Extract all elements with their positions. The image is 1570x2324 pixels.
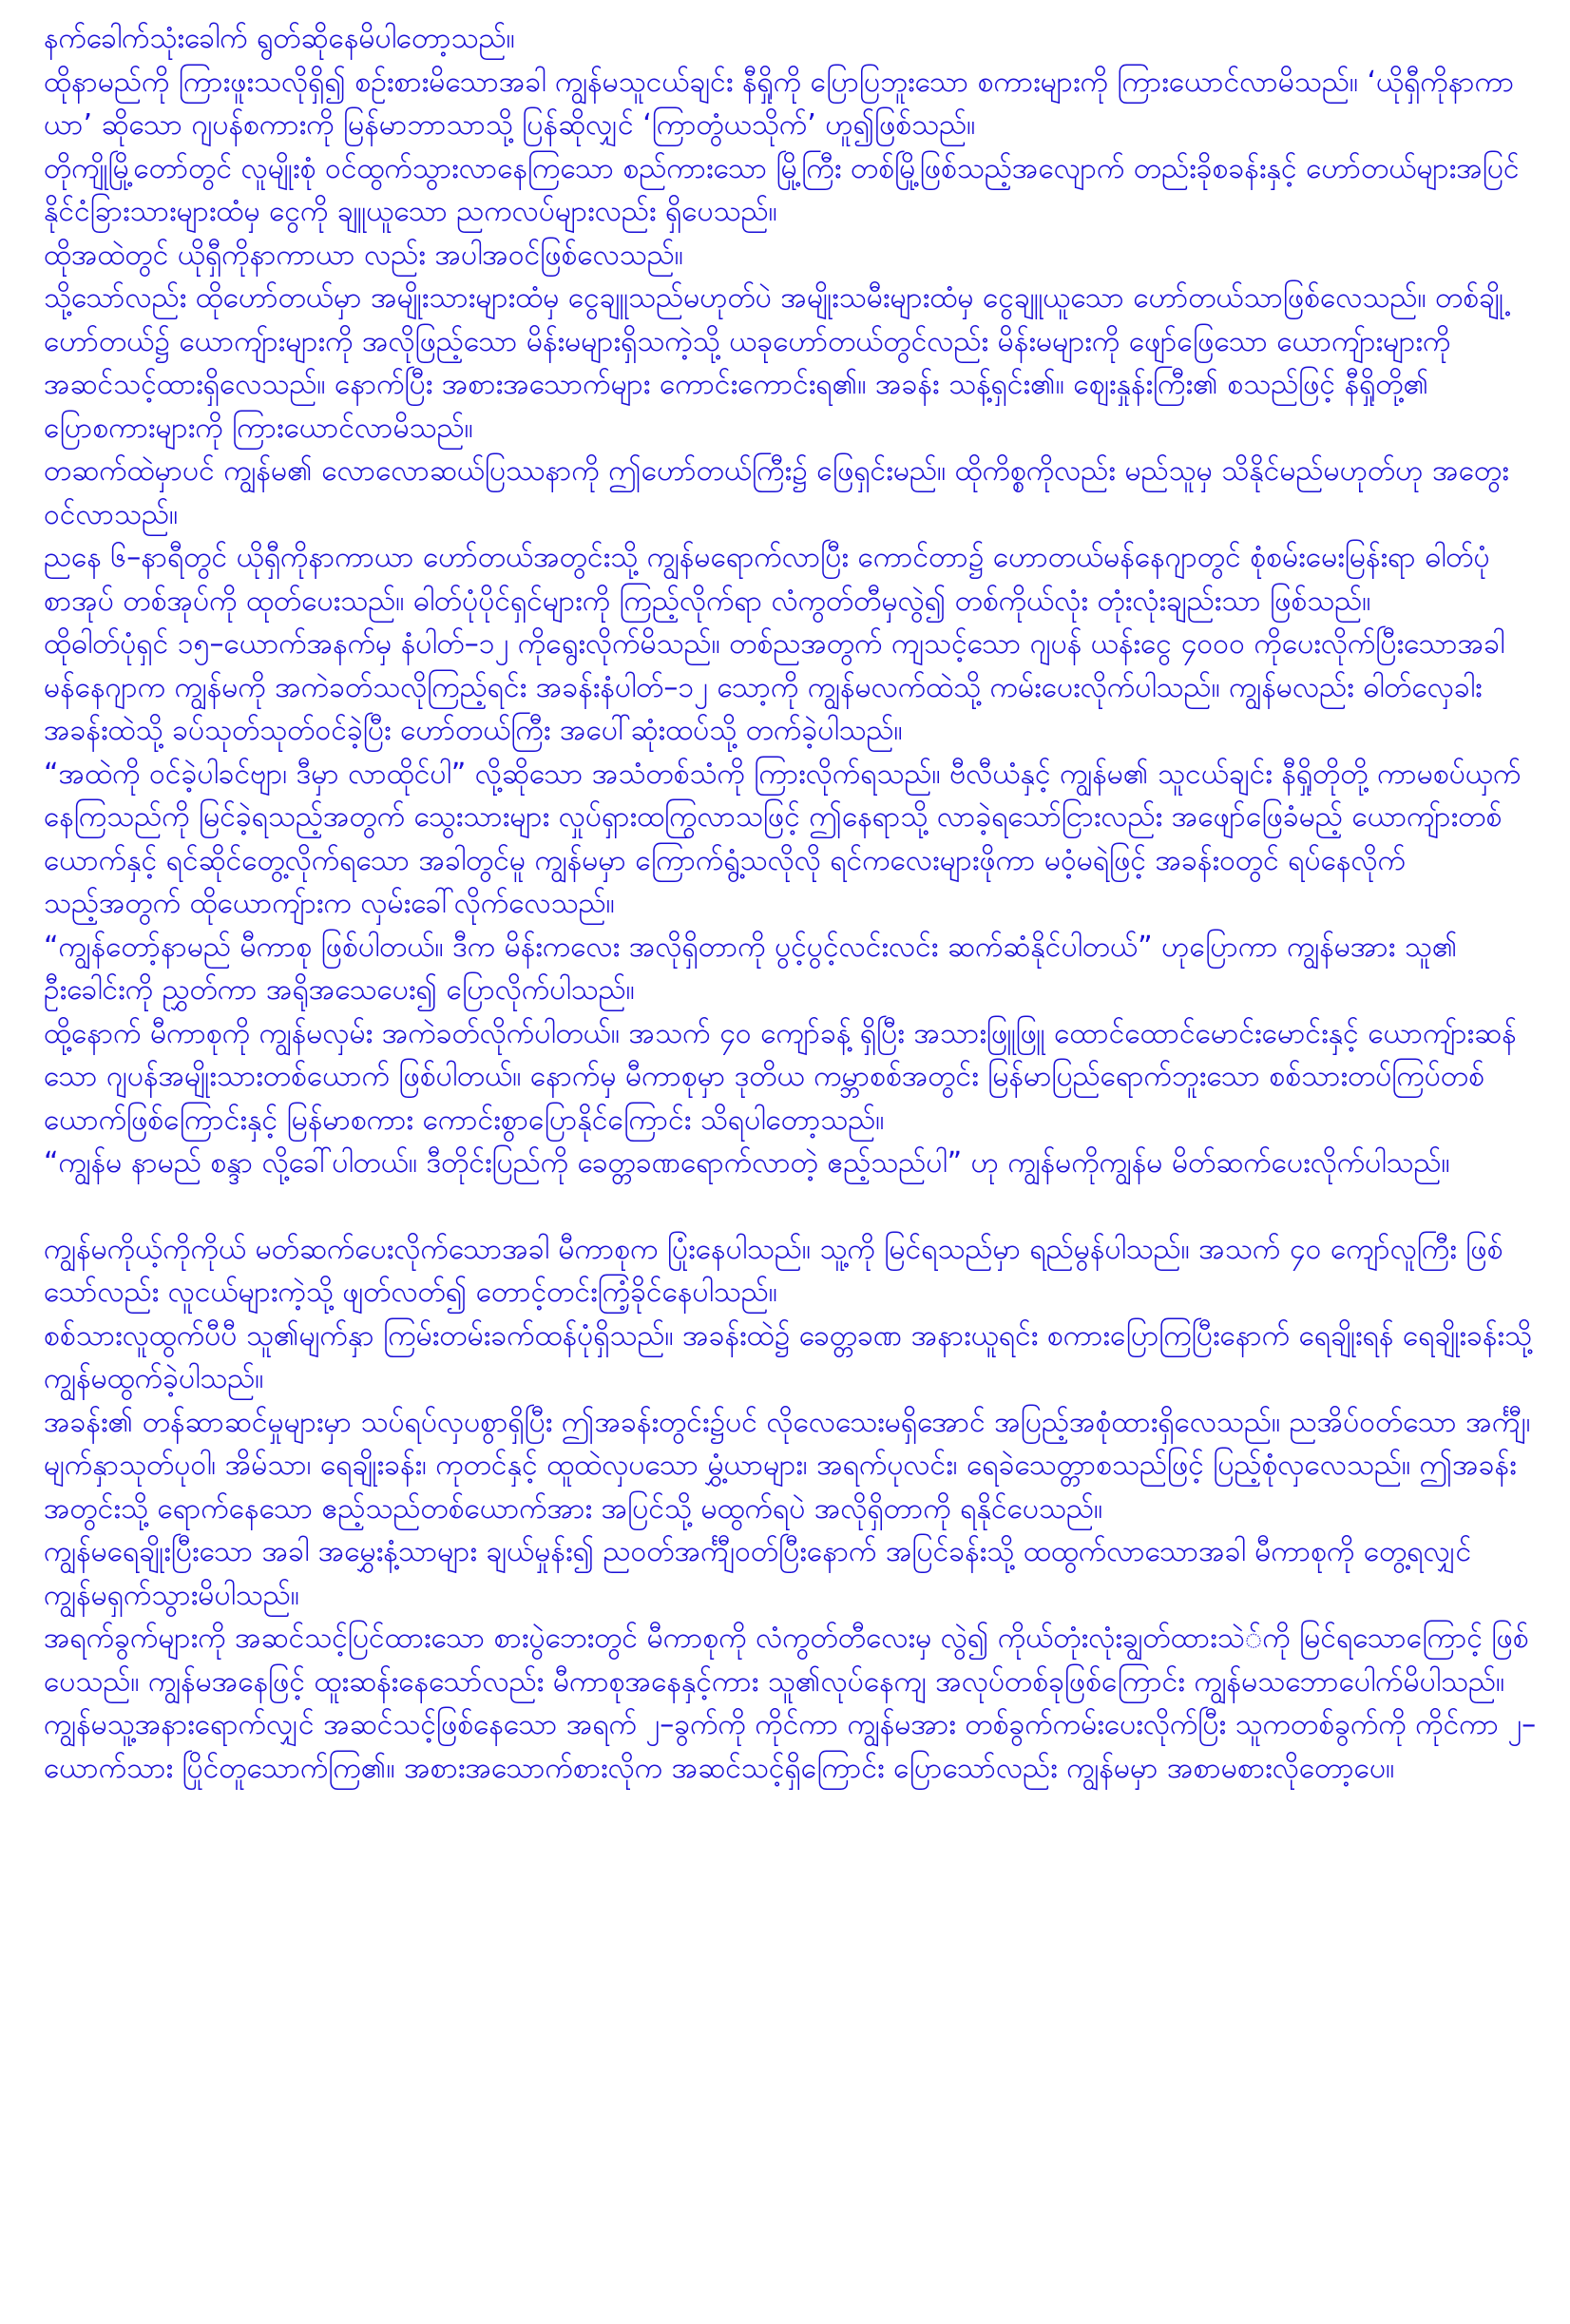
paragraph: ထိုနာမည်ကို ကြားဖူးသလိုရှိ၍ စဉ်းစားမိသောအခါ ကျွန်မသူငယ်ချင်း နီရှိုကို ပြောပြဘူးသော စကားများကို ကြားယောင်လာမိသည်။ ‘ယိုရှီကိုနာကာယာ’ ဆိုသော ဂျပန်စကားကို မြန်မာဘာသာသို့ ပြန်ဆိုလျှင် ‘ကြာတွံယသိုက်’ ဟူ၍ဖြစ်သည်။ (44, 65, 1515, 142)
paragraph: ထို့နောက် မီကာစုကို ကျွန်မလှမ်း အကဲခတ်လိုက်ပါတယ်။ အသက် ၄၀ ကျော်ခန့် ရှိပြီး အသားဖြူဖြူ ထောင်ထောင်မောင်းမောင်းနှင့် ယောကျ်ားဆန်သော ဂျပန်အမျိုးသားတစ်ယောက် ဖြစ်ပါတယ်။ နောက်မှ မီကာစုမှာ ဒုတိယ ကမ္ဘာစစ်အတွင်း မြန်မာပြည်ရောက်ဘူးသော စစ်သားတပ်ကြပ်တစ်ယောက်ဖြစ်ကြောင်းနှင့် မြန်မာစကား ကောင်းစွာပြောနိုင်ကြောင်း သိရပါတော့သည်။ (44, 1016, 1517, 1137)
paragraph: ညနေ ၆–နာရီတွင် ယိုရှီကိုနာကာယာ ဟော်တယ်အတွင်းသို့ ကျွန်မရောက်လာပြီး ကောင်တာ၌ ဟောတယ်မန်နေဂျာတွင် စုံစမ်းမေးမြန်းရာ ဓါတ်ပုံစာအုပ် တစ်အုပ်ကို ထုတ်ပေးသည်။ ဓါတ်ပုံပိုင်ရှင်များကို ကြည့်လိုက်ရာ လံကွတ်တီမှလွဲ၍ တစ်ကိုယ်လုံး တုံးလုံးချည်းသာ ဖြစ်သည်။ (44, 541, 1490, 618)
document-page (44, 17, 1541, 1790)
paragraph: “အထဲကို ဝင်ခဲ့ပါခင်ဗျာ၊ ဒီမှာ လာထိုင်ပါ” လို့ဆိုသော အသံတစ်သံကို ကြားလိုက်ရသည်။ ဗီလီယံနှင့် ကျွန်မ၏ သူငယ်ချင်း နီရှိုတိုတို့ ကာမစပ်ယှက်နေကြသည်ကို မြင်ခဲ့ရသည့်အတွက် သွေးသားများ လှုပ်ရှားထကြွလာသဖြင့် ဤနေရာသို့ လာခဲ့ရသော်ငြားလည်း အဖျော်ဖြေခံမည့် ယောကျ်ားတစ်ယောက်နှင့် ရင်ဆိုင်တွေ့လိုက်ရသော အခါတွင်မူ ကျွန်မမှာ ကြောက်ရွံ့သလိုလို ရင်ကလေးများဖိုကာ မဝံ့မရဲဖြင့် အခန်းဝတွင် ရပ်နေလိုက်သည့်အတွက် ထိုယောကျ်ားက လှမ်းခေါ်လိုက်လေသည်။ (44, 757, 1522, 920)
paragraph: အခန်း၏ တန်ဆာဆင်မှုများမှာ သပ်ရပ်လှပစွာရှိပြီး ဤအခန်းတွင်း၌ပင် လိုလေသေးမရှိအောင် အပြည့်အစုံထားရှိလေသည်။ ညအိပ်ဝတ်သော အင်္ကျီ၊ မျက်နှာသုတ်ပုဝါ၊ အိမ်သာ၊ ရေချိုးခန်း၊ ကုတင်နှင့် ထူထဲလှပသော မွှံ့ယာများ၊ အရက်ပုလင်း၊ ရေခဲသေတ္တာစသည်ဖြင့် ပြည့်စုံလှလေသည်။ ဤအခန်းအတွင်းသို့ ရောက်နေသော ဧည့်သည်တစ်ယောက်အား အပြင်သို့ မထွက်ရပဲ အလိုရှိတာကို ရနိုင်ပေသည်။ (44, 1405, 1531, 1526)
paragraph: နက်ခေါက်သုံးခေါက် ရွတ်ဆိုနေမိပါတော့သည်။ (44, 22, 515, 55)
paragraph: “ကျွန်တော့်နာမည် မီကာစု ဖြစ်ပါတယ်။ ဒီက မိန်းကလေး အလိုရှိတာကို ပွင့်ပွင့်လင်းလင်း ဆက်ဆံနိုင်ပါတယ်” ဟုပြောကာ ကျွန်မအား သူ၏ ဦးခေါင်းကို ညွှတ်ကာ အရိုအသေပေး၍ ပြောလိုက်ပါသည်။ (44, 930, 1458, 1007)
paragraph: ကျွန်မရေချိုးပြီးသော အခါ အမွှေးနံ့သာများ ချယ်မှုန်း၍ ညဝတ်အင်္ကျီဝတ်ပြီးနောက် အပြင်ခန်းသို့ ထထွက်လာသောအခါ မီကာစုကို တွေ့ရလျှင် ကျွန်မရှက်သွားမိပါသည်။ (44, 1535, 1472, 1612)
paragraph: အရက်ခွက်များကို အဆင်သင့်ပြင်ထားသော စားပွဲဘေးတွင် မီကာစုကို လံကွတ်တီလေးမှ လွဲ၍ ကိုယ်တုံးလုံးချွတ်ထားသဲ်ကို မြင်ရသောကြောင့် ဖြစ်ပေသည်။ ကျွန်မအနေဖြင့် ထူးဆန်းနေသော်လည်း မီကာစုအနေနှင့်ကား သူ၏လုပ်နေကျ အလုပ်တစ်ခုဖြစ်ကြောင်း ကျွန်မသဘောပေါက်မိပါသည်။ (44, 1622, 1529, 1699)
paragraph: တဆက်ထဲမှာပင် ကျွန်မ၏ လောလောဆယ်ပြဿနာကို ဤဟော်တယ်ကြီး၌ ဖြေရှင်းမည်။ ထိုကိစ္စကိုလည်း မည်သူမှ သိနိုင်မည်မဟုတ်ဟု အတွေးဝင်လာသည်။ (44, 454, 1509, 531)
paragraph: သို့သော်လည်း ထိုဟော်တယ်မှာ အမျိုးသားများထံမှ ငွေချူသည်မဟုတ်ပဲ အမျိုးသမီးများထံမှ ငွေချူယူသော ဟော်တယ်သာဖြစ်လေသည်။ တစ်ချို့ ဟော်တယ်၌ ယောကျ်ားများကို အလိုဖြည့်သော မိန်းမများရှိသကဲ့သို့ ယခုဟော်တယ်တွင်လည်း မိန်းမများကို ဖျော်ဖြေသော ယောကျ်ားများကို အဆင်သင့်ထားရှိလေသည်။ နောက်ပြီး အစားအသောက်များ ကောင်းကောင်းရ၏။ အခန်း သန့်ရှင်း၏။ ဈေးနှုန်းကြီး၏ စသည်ဖြင့် နီရှိုတို့၏ ပြောစကားများကို ကြားယောင်လာမိသည်။ (44, 281, 1504, 445)
paragraph: ကျွန်မကိုယ့်ကိုကိုယ် မတ်ဆက်ပေးလိုက်သောအခါ မီကာစုက ပြုံးနေပါသည်။ သူ့ကို မြင်ရသည်မှာ ရည်မွန်ပါသည်။ အသက် ၄၀ ကျော်လူကြီး ဖြစ်သော်လည်း လူငယ်များကဲ့သို့ ဖျတ်လတ်၍ တောင့်တင်းကြံ့ခိုင်နေပါသည်။ (44, 1232, 1503, 1309)
paragraph: ထိုအထဲတွင် ယိုရှီကိုနာကာယာ လည်း အပါအဝင်ဖြစ်လေသည်။ (44, 238, 683, 272)
paragraph: တိုကျိုမြို့တော်တွင် လူမျိုးစုံ ဝင်ထွက်သွားလာနေကြသော စည်ကားသော မြို့ကြီး တစ်မြို့ဖြစ်သည့်အလျောက် တည်းခိုစခန်းနှင့် ဟော်တယ်များအပြင် နိုင်ငံခြားသားများထံမှ ငွေကို ချူယူသော ညကလပ်များလည်း ရှိပေသည်။ (44, 151, 1520, 228)
paragraph: ထိုဓါတ်ပုံရှင် ၁၅–ယောက်အနက်မှ နံပါတ်–၁၂ ကိုရွေးလိုက်မိသည်။ တစ်ညအတွက် ကျသင့်သော ဂျပန် ယန်းငွေ ၄၀၀၀ ကိုပေးလိုက်ပြီးသောအခါ မန်နေဂျာက ကျွန်မကို အကဲခတ်သလိုကြည့်ရင်း အခန်းနံပါတ်–၁၂ သော့ကို ကျွန်မလက်ထဲသို့ ကမ်းပေးလိုက်ပါသည်။ ကျွန်မလည်း ဓါတ်လှေခါးအခန်းထဲသို့ ခပ်သုတ်သုတ်ဝင်ခဲ့ပြီး ဟော်တယ်ကြီး အပေါ်ဆုံးထပ်သို့ တက်ခဲ့ပါသည်။ (44, 627, 1505, 747)
paragraph: “ကျွန်မ နာမည် စန္ဒာ လို့ခေါ်ပါတယ်။ ဒီတိုင်းပြည်ကို ခေတ္တခဏရောက်လာတဲ့ ဧည့်သည်ပါ” ဟု ကျွန်မကိုကျွန်မ မိတ်ဆက်ပေးလိုက်ပါသည်။ (44, 1146, 1450, 1180)
paragraph-spacer (44, 1185, 1541, 1228)
paragraph: ကျွန်မသူ့အနားရောက်လျှင် အဆင်သင့်ဖြစ်နေသော အရက် ၂–ခွက်ကို ကိုင်ကာ ကျွန်မအား တစ်ခွက်ကမ်းပေးလိုက်ပြီး သူကတစ်ခွက်ကို ကိုင်ကာ ၂–ယောက်သား ပြိုင်တူသောက်ကြ၏။ အစားအသောက်စားလိုက အဆင်သင့်ရှိကြောင်း ပြောသော်လည်း ကျွန်မမှာ အစာမစားလိုတော့ပေ။ (44, 1708, 1537, 1785)
paragraph: စစ်သားလူထွက်ပီပီ သူ၏မျက်နှာ ကြမ်းတမ်းခက်ထန်ပုံရှိသည်။ အခန်းထဲ၌ ခေတ္တခဏ အနားယူရင်း စကားပြောကြပြီးနောက် ရေချိုးရန် ရေချိုးခန်းသို့ ကျွန်မထွက်ခဲ့ပါသည်။ (44, 1318, 1533, 1395)
